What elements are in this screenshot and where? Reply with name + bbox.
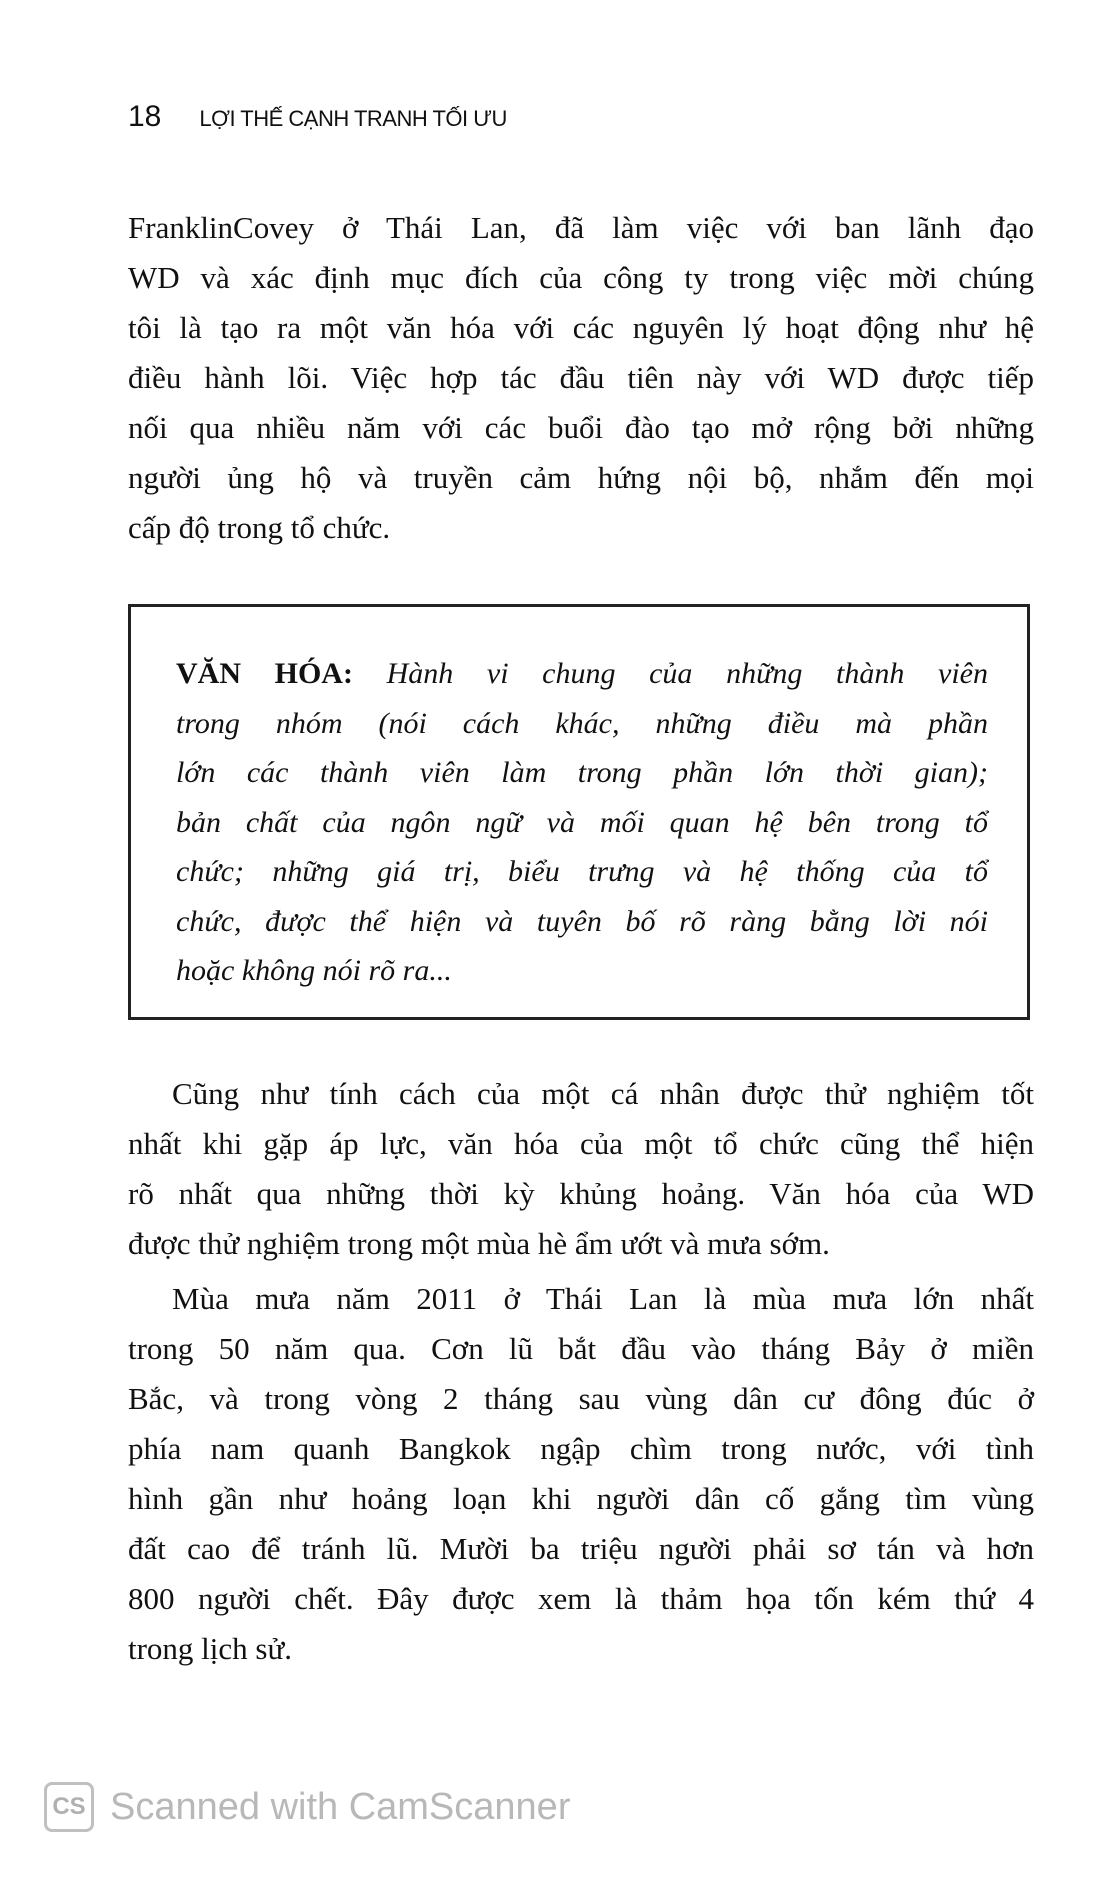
text-line: rõ nhất qua những thời kỳ khủng hoảng. Văn hóa của WD xyxy=(128,1176,1034,1211)
text-line: chức, được thể hiện và tuyên bố rõ ràng bằng lời nói xyxy=(176,904,988,938)
paragraph-1 xyxy=(128,203,1034,553)
text-line: đất cao để tránh lũ. Mười ba triệu người phải sơ tán và hơn xyxy=(128,1531,1034,1566)
running-title: LỢI THẾ CẠNH TRANH TỐI ƯU xyxy=(199,106,507,131)
text-line: người ủng hộ và truyền cảm hứng nội bộ, nhắm đến mọi xyxy=(128,460,1034,495)
camscanner-watermark xyxy=(44,1782,570,1832)
text-line xyxy=(176,649,988,699)
text-line: cấp độ trong tổ chức. xyxy=(128,510,391,545)
text-line: tôi là tạo ra một văn hóa với các nguyên lý hoạt động như hệ xyxy=(128,310,1034,345)
text-line: 800 người chết. Đây được xem là thảm họa tốn kém thứ 4 xyxy=(128,1581,1034,1616)
definition-box xyxy=(128,604,1030,1020)
text-line: FranklinCovey ở Thái Lan, đã làm việc với ban lãnh đạo xyxy=(128,210,1034,245)
text-line: chức; những giá trị, biểu trưng và hệ thống của tổ xyxy=(176,855,988,888)
text-line: Mùa mưa năm 2011 ở Thái Lan là mùa mưa lớn nhất xyxy=(172,1281,1034,1316)
paragraph-3 xyxy=(128,1274,1034,1674)
watermark-text: Scanned with CamScanner xyxy=(110,1785,571,1828)
text-line: WD và xác định mục đích của công ty trong việc mời chúng xyxy=(128,260,1034,295)
text-line: hình gần như hoảng loạn khi người dân cố gắng tìm vùng xyxy=(128,1481,1034,1516)
text-line: trong nhóm (nói cách khác, những điều mà phần xyxy=(176,706,988,740)
text-line: lớn các thành viên làm trong phần lớn thời gian); xyxy=(176,756,988,789)
text-line: phía nam quanh Bangkok ngập chìm trong nước, với tình xyxy=(128,1431,1034,1466)
camscanner-logo-icon: CS xyxy=(44,1782,94,1832)
definition-text: Hành vi chung của những thành viên xyxy=(352,657,988,690)
definition-term: VĂN HÓA: xyxy=(176,657,353,690)
text-line: điều hành lõi. Việc hợp tác đầu tiên này với WD được tiếp xyxy=(128,360,1034,395)
paragraph-2 xyxy=(128,1069,1034,1269)
text-line: trong 50 năm qua. Cơn lũ bắt đầu vào tháng Bảy ở miền xyxy=(128,1331,1034,1366)
text-line: Bắc, và trong vòng 2 tháng sau vùng dân cư đông đúc ở xyxy=(128,1381,1034,1416)
text-line: trong lịch sử. xyxy=(128,1631,293,1666)
text-line: Cũng như tính cách của một cá nhân được thử nghiệm tốt xyxy=(172,1076,1034,1111)
page-number: 18 xyxy=(128,100,162,133)
text-line: nối qua nhiều năm với các buổi đào tạo mở rộng bởi những xyxy=(128,410,1034,445)
text-line: được thử nghiệm trong một mùa hè ẩm ướt và mưa sớm. xyxy=(128,1226,830,1261)
running-header xyxy=(128,100,507,134)
text-line: bản chất của ngôn ngữ và mối quan hệ bên trong tổ xyxy=(176,805,988,839)
text-line: nhất khi gặp áp lực, văn hóa của một tổ chức cũng thể hiện xyxy=(128,1126,1034,1161)
text-line: hoặc không nói rõ ra... xyxy=(176,954,452,987)
